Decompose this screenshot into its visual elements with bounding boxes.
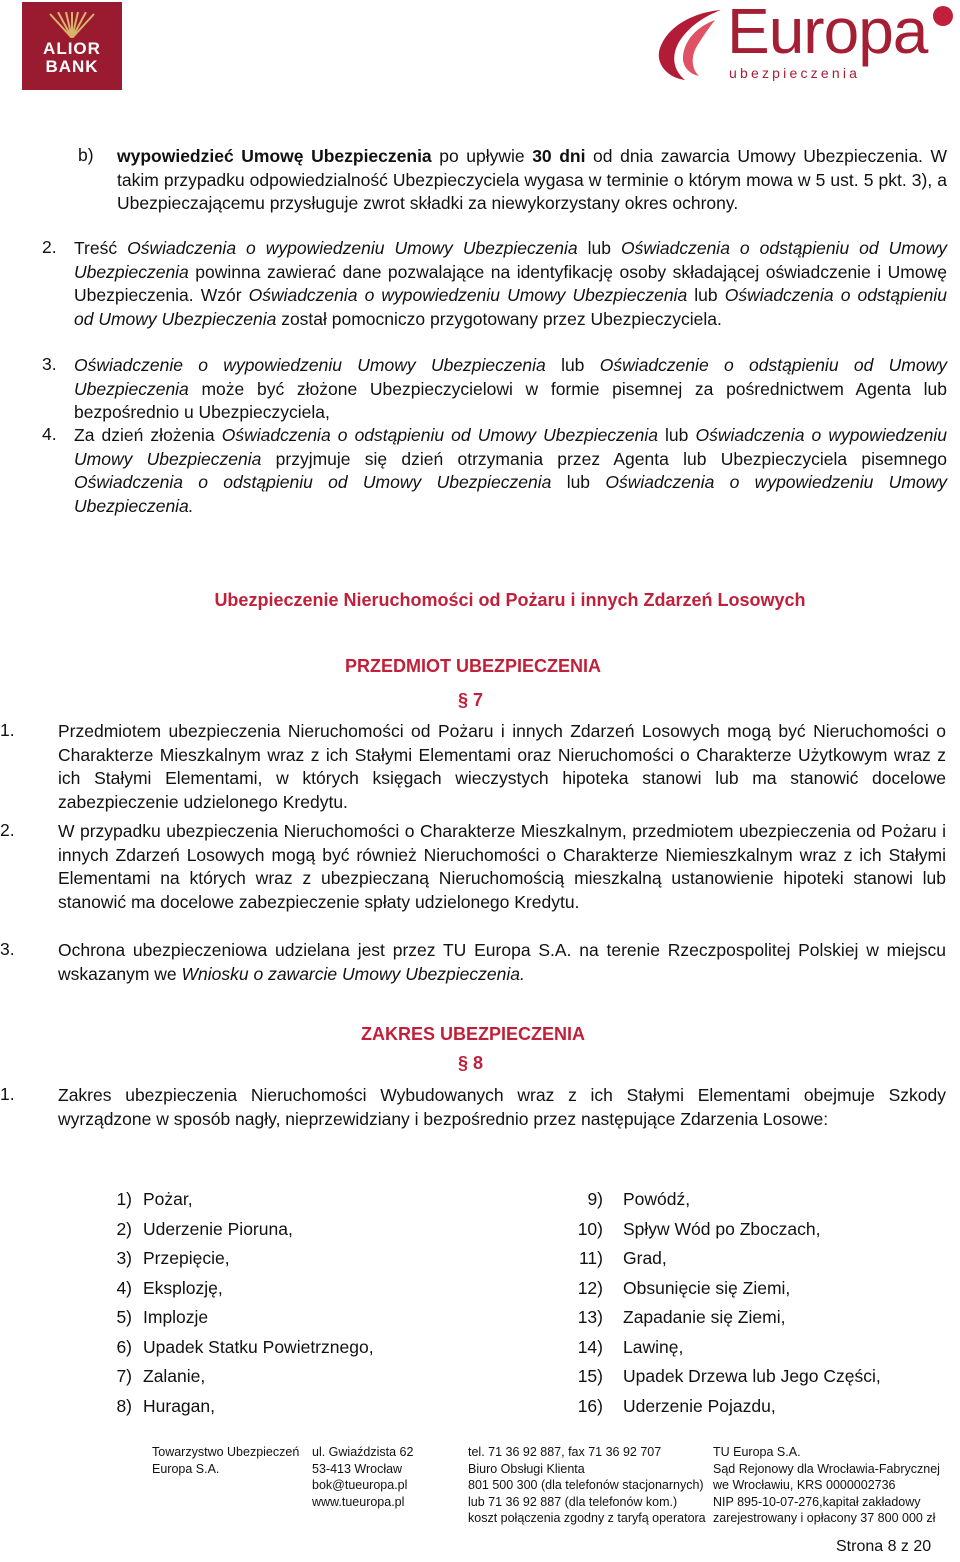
europa-logo-sub: ubezpieczenia [729, 65, 861, 81]
i: Oświadczenia o wypowiedzeniu Umowy Ubezpieczenia [248, 285, 688, 305]
przedmiot-2-text: W przypadku ubezpieczenia Nieruchomości o Charakterze Mieszkalnym, przedmiotem ubezpieczenia od Pożaru i innych Zdarzeń Losowych mogą być również Nieruchomości o Charakterze Niemieszkalnym wraz z ich Stałymi Elementami na których wraz z ubezpieczaną Nieruchomością mieszkalną ustanowienie hipoteki stanowi lub stanowić ma docelowe zabezpieczenie spłaty udzielonego Kredytu. [58, 821, 946, 912]
europa-logo-word: Europa [727, 0, 928, 67]
footer-line: koszt połączenia zgodny z taryfą operatora [468, 1511, 706, 1525]
alior-emblem-icon [44, 12, 100, 38]
list-item-text: Uderzenie Pojazdu, [623, 1395, 776, 1416]
t: powinna zawierać dane pozwalające na identyfikację osoby składającej oświadczenie i Umowę Ubezpieczenia. Wzór [74, 261, 947, 305]
przedmiot-1-text: Przedmiotem ubezpieczenia Nieruchomości od Pożaru i innych Zdarzeń Losowych mogą być Nieruchomości o Charakterze Mieszkalnym wraz z ich Stałymi Elementami oraz Nieruchomości o Charakterze Użytkowym wraz z ich Stałymi Elementami, w których księgach wieczystych hipoteka stanowi lub ma stanowić docelowe zabezpieczenie udzielonego Kredytu. [58, 721, 946, 812]
list-number: 10) [577, 1218, 603, 1239]
t: został pomocniczo przygotowany przez Ubezpieczyciela. [276, 308, 722, 329]
item-b-t2: od dnia zawarcia Umowy Ubezpieczenia. W takim przypadku odpowiedzialność Ubezpieczyciela wygasa w terminie o którym mowa w 5 ust. 5 pkt. 3), a Ubezpieczającemu przysługuje zwrot składki za niewykorzystany okres ochrony. [117, 146, 947, 213]
footer-line: TU Europa S.A. [713, 1445, 801, 1459]
footer-line: 801 500 300 (dla telefonów stacjonarnych) [468, 1478, 704, 1492]
footer-line: Europa S.A. [152, 1461, 220, 1476]
list-item-text: Upadek Statku Powietrznego, [143, 1336, 374, 1357]
t: lub [545, 355, 600, 375]
europa-logo-dot-icon [933, 6, 953, 26]
item-3-label: 3. [42, 354, 57, 374]
list-item-text: Spływ Wód po Zboczach, [623, 1218, 821, 1239]
i: Oświadczenie o odstąpieniu od Umowy Ubezpieczenia [74, 355, 947, 399]
footer-line: 53-413 Wrocław [312, 1461, 403, 1476]
i: Oświadczenia o odstąpieniu od Umowy Ubezpieczenia [74, 472, 552, 492]
przedmiot-1-label: 1. [0, 720, 15, 740]
footer-website-link[interactable]: www.tueuropa.pl [312, 1494, 405, 1509]
list-item-text: Powódź, [623, 1189, 691, 1209]
page-number: Strona 8 z 20 [836, 1538, 932, 1555]
alior-logo-line2: BANK [45, 57, 99, 76]
list-number: 7) [116, 1366, 132, 1386]
list-item-text: Upadek Drzewa lub Jego Części, [623, 1366, 881, 1386]
t: Ochrona ubezpieczeniowa udzielana jest przez TU Europa S.A. na terenie Rzeczpospolitej Polskiej w miejscu wskazanym we [58, 940, 946, 984]
section-sign-icon: § [458, 690, 469, 710]
section-title: Ubezpieczenie Nieruchomości od Pożaru i innych Zdarzeń Losowych [214, 590, 806, 610]
footer-line: NIP 895-10-07-276,kapitał zakładowy [713, 1494, 921, 1509]
footer-line: ul. Gwiaździsta 62 [312, 1445, 414, 1459]
list-number: 1) [116, 1189, 132, 1209]
alior-bank-logo [22, 2, 122, 90]
footer-col-company [152, 1444, 299, 1477]
footer-line: Towarzystwo Ubezpieczeń [152, 1445, 300, 1459]
list-number: 2) [116, 1218, 132, 1239]
list-item-text: Grad, [623, 1248, 667, 1268]
footer-line: Sąd Rejonowy dla Wrocławia-Fabrycznej [713, 1461, 940, 1476]
zakres-heading: ZAKRES UBEZPIECZENIA [360, 1024, 585, 1044]
paragraph-7 [458, 690, 483, 711]
footer-line: we Wrocławiu, KRS 0000002736 [713, 1478, 896, 1492]
przedmiot-heading: PRZEDMIOT UBEZPIECZENIA [344, 656, 601, 676]
footer-line: tel. 71 36 92 887, fax 71 36 92 707 [468, 1445, 662, 1459]
alior-logo-line1: ALIOR [43, 39, 101, 58]
i: Oświadczenia o odstąpieniu od Umowy Ubezpieczenia [221, 425, 658, 445]
zakres-1-label: 1. [0, 1084, 15, 1104]
footer-col-legal [713, 1444, 940, 1527]
i: Oświadczenia o odstąpieniu od Umowy Ubezpieczenia [74, 285, 947, 329]
t: lub [687, 285, 725, 305]
i: Oświadczenia o wypowiedzeniu Umowy Ubezpieczenia [127, 238, 578, 258]
t: Treść [74, 238, 128, 258]
list-number: 12) [577, 1277, 603, 1298]
list-item-text: Pożar, [143, 1189, 193, 1209]
paragraph-8 [458, 1053, 483, 1074]
list-number: 9) [587, 1189, 603, 1209]
list-item-text: Zalanie, [143, 1366, 206, 1386]
t: lub [657, 425, 696, 445]
przedmiot-2-label: 2. [0, 820, 15, 840]
list-item-text: Lawinę, [623, 1336, 684, 1357]
t: lub [551, 472, 606, 492]
list-number: 5) [116, 1307, 132, 1327]
przedmiot-3-label: 3. [0, 939, 15, 959]
item-4-text [74, 424, 947, 518]
item-3-text [74, 354, 947, 425]
i: Oświadczenia o odstąpieniu od Umowy Ubezpieczenia [74, 238, 947, 282]
i: Oświadczenia o wypowiedzeniu Umowy Ubezpieczenia [74, 425, 948, 469]
list-item-text: Huragan, [143, 1395, 215, 1416]
list-item-text: Zapadanie się Ziemi, [623, 1307, 786, 1327]
list-number: 8) [116, 1395, 132, 1416]
zakres-1-text: Zakres ubezpieczenia Nieruchomości Wybudowanych wraz z ich Stałymi Elementami obejmuje Szkody wyrządzone w sposób nagły, nieprzewidziany i bezpośrednio przez następujące Zdarzenia Losowe: [58, 1085, 946, 1129]
list-number: 6) [116, 1336, 132, 1357]
i: Oświadczenie o wypowiedzeniu Umowy Ubezpieczenia [74, 355, 546, 375]
footer-line: lub 71 36 92 887 (dla telefonów kom.) [468, 1494, 678, 1509]
item-2-label: 2. [42, 237, 57, 257]
europa-logo [655, 0, 960, 90]
list-item-text: Obsunięcie się Ziemi, [623, 1277, 791, 1298]
item-2-text [74, 237, 947, 331]
list-number: 16) [577, 1395, 603, 1416]
list-number: 4) [116, 1277, 132, 1298]
list-number: 14) [577, 1336, 603, 1357]
list-number: 13) [577, 1307, 603, 1327]
list-number: 3) [116, 1248, 132, 1268]
item-b-text [117, 145, 947, 216]
list-item-text: Przepięcie, [143, 1248, 230, 1268]
europa-swirl-icon [655, 6, 725, 86]
i: Wniosku o zawarcie Umowy Ubezpieczenia. [181, 963, 525, 984]
t: Za dzień złożenia [74, 425, 222, 445]
item-b-bold2: 30 dni [532, 146, 586, 166]
footer-line: zarejestrowany i opłacony 37 800 000 zł [713, 1511, 936, 1525]
item-b-bold1: wypowiedzieć Umowę Ubezpieczenia [117, 146, 432, 166]
paragraph-7-number: 7 [473, 690, 484, 710]
t: może być złożone Ubezpieczycielowi w formie pisemnej za pośrednictwem Agenta lub bezpośrednio u Ubezpieczyciela, [74, 378, 947, 422]
item-4-label: 4. [42, 424, 57, 444]
t: przyjmuje się dzień otrzymania przez Agenta lub Ubezpieczyciela pisemnego [261, 448, 947, 469]
footer-col-address [312, 1444, 413, 1510]
list-number: 15) [577, 1366, 603, 1386]
list-item-text: Eksplozję, [143, 1277, 223, 1298]
t: lub [577, 238, 621, 258]
section-sign-icon: § [458, 1053, 469, 1073]
item-b-label: b) [78, 145, 94, 165]
przedmiot-3-text [58, 939, 946, 986]
footer-col-contact [468, 1444, 706, 1527]
footer-line: Biuro Obsługi Klienta [468, 1461, 585, 1476]
i: Oświadczenia o wypowiedzeniu Umowy Ubezpieczenia. [74, 472, 948, 516]
paragraph-8-number: 8 [473, 1053, 484, 1073]
list-number: 11) [579, 1248, 603, 1268]
item-b-t1: po upływie [431, 146, 533, 166]
list-item-text: Implozje [143, 1307, 209, 1327]
list-item-text: Uderzenie Pioruna, [143, 1218, 293, 1239]
footer-email-link[interactable]: bok@tueuropa.pl [312, 1478, 408, 1492]
